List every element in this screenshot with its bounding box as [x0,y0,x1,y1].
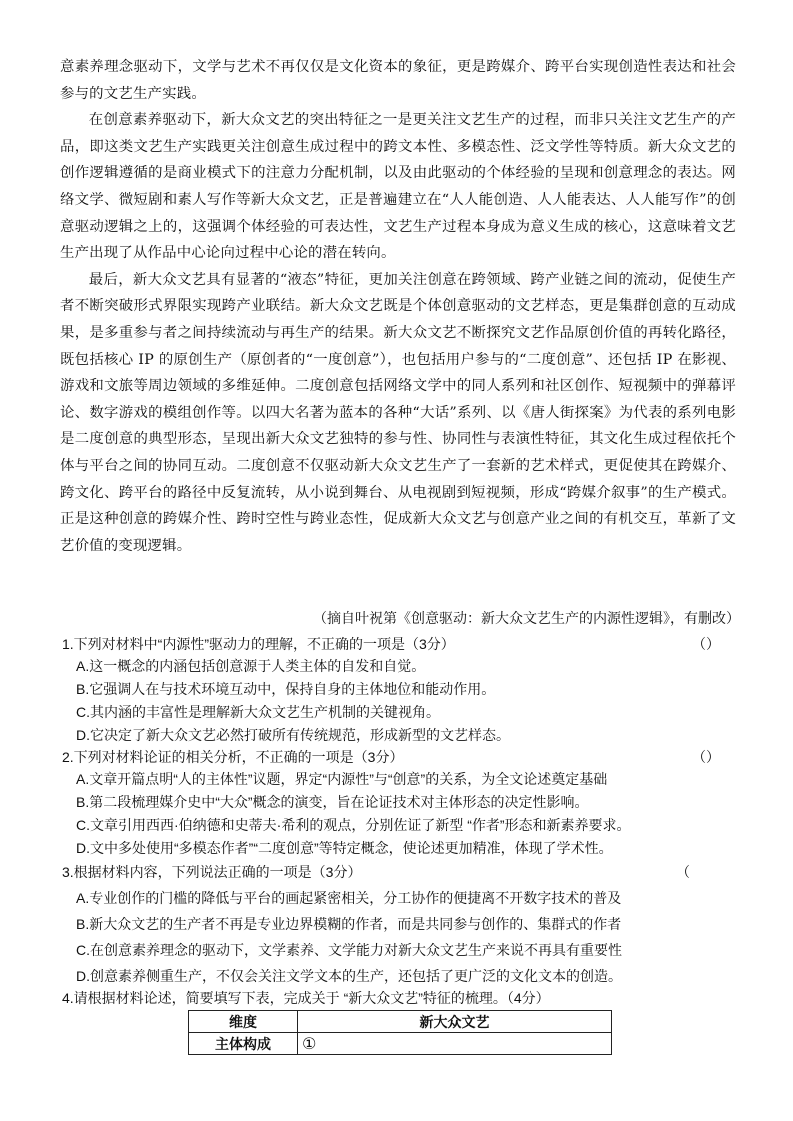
answer-cell[interactable]: ① [298,1033,612,1055]
passage-source: （摘自叶祝第《创意驱动：新大众文艺生产的内源性逻辑》，有删改） [313,610,740,626]
option-b: B.新大众文艺的生产者不再是专业边界模糊的作者，而是共同参与创作的、集群式的作者 [76,916,622,932]
answer-paren: （） [692,749,720,765]
table-row [189,1033,612,1055]
option-d: D.它决定了新大众文艺必然打破所有传统规范，形成新型的文艺样态。 [76,727,510,743]
option-d: D.创意素养侧重生产，不仅会关注文学文本的生产，还包括了更广泛的文化文本的创造。 [76,968,622,984]
question-3 [62,862,702,992]
question-stem-text: 1.下列对材料中“内源性”驱动力的理解，不正确的一项是（3分） [62,636,455,652]
option-b: B.第二段梳理媒介史中“大众”概念的演变，旨在论证技术对主体形态的决定性影响。 [76,794,589,810]
answer-paren: （） [692,636,720,652]
row-label: 主体构成 [189,1033,298,1055]
question-2 [62,747,720,861]
question-stem-text: 2.下列对材料论证的相关分析，不正确的一项是（3分） [62,749,404,765]
option-a: A.文章开篇点明“人的主体性”议题，界定“内源性”与“创意”的关系，为全文论述奠定基础 [76,771,608,787]
passage-paragraph-2: 在创意素养驱动下，新大众文艺的突出特征之一是更关注文艺生产的过程，而非只关注文艺生产的产品，即这类文艺生产实践更关注创意生成过程中的跨文本性、多模态性、泛文学性等特质。新大众文艺的创作逻辑遵循的是商业模式下的注意力分配机制，以及由此驱动的个体经验的呈现和创意理念的表达。网络文学、微短剧和素人写作等新大众文艺，正是普遍建立在“人人能创造、人人能表达、人人能写作”的创意驱动逻辑之上的，这强调个体经验的可表达性，文艺生产过程本身成为意义生成的核心，这意味着文艺生产出现了从作品中心论向过程中心论的潜在转向。 [60,112,736,262]
question-stem [62,747,720,769]
option-d: D.文中多处使用“多模态作者”“二度创意”等特定概念，使论述更加精准，体现了学术性。 [76,840,613,856]
reading-passage [60,54,736,559]
question-stem [62,634,720,656]
option-a: A.这一概念的内涵包括创意源于人类主体的自发和自觉。 [76,658,426,674]
answer-paren: （ [676,864,690,880]
question-4 [62,988,702,1010]
header-topic: 新大众文艺 [298,1011,612,1033]
question-1 [62,634,720,748]
option-a: A.专业创作的门槛的降低与平台的画起紧密相关，分工协作的便捷离不开数字技术的普及 [76,890,622,906]
option-c: C.文章引用西西·伯纳德和史蒂夫·希利的观点，分别佐证了新型 “作者”形态和新素养要求。 [76,817,631,833]
question-stem-text: 3.根据材料内容，下列说法正确的一项是（3分） [62,864,362,880]
option-c: C.其内涵的丰富性是理解新大众文艺生产机制的关键视角。 [76,704,440,720]
question-stem-text: 4.请根据材料论述，简要填写下表，完成关于 “新大众文艺”特征的梳理。（4分） [62,990,550,1006]
option-c: C.在创意素养理念的驱动下，文学素养、文学能力对新大众文艺生产来说不再具有重要性 [76,942,622,958]
question-stem [62,862,702,888]
option-b: B.它强调人在与技术环境互动中，保持自身的主体地位和能动作用。 [76,681,496,697]
question-stem [62,988,702,1010]
table-header-row [189,1011,612,1033]
summary-table [188,1010,612,1055]
passage-paragraph-1: 意素养理念驱动下，文学与艺术不再仅仅是文化资本的象征，更是跨媒介、跨平台实现创造性表达和社会参与的文艺生产实践。 [60,59,736,102]
header-dimension: 维度 [189,1011,298,1033]
passage-paragraph-3: 最后，新大众文艺具有显著的“液态”特征，更加关注创意在跨领域、跨产业链之间的流动，促使生产者不断突破形式界限实现跨产业联结。新大众文艺既是个体创意驱动的文艺样态，更是集群创意的互动成果，是多重参与者之间持续流动与再生产的结果。新大众文艺不断探究文艺作品原创价值的再转化路径，既包括核心 IP 的原创生产（原创者的“一度创意”），也包括用户参与的“二度创意”、还包括 IP 在影视、游戏和文旅等周边领域的多维延伸。二度创意包括网络文学中的同人系列和社区创作、短视频中的弹幕评论、数字游戏的模组创作等。以四大名著为蓝本的各种“大话”系列、以《唐人街探案》为代表的系列电影是二度创意的典型形态，呈现出新大众文艺独特的参与性、协同性与表演性特征，其文化生成过程依托个体与平台之间的协同互动。二度创意不仅驱动新大众文艺生产了一套新的艺术样式，更促使其在跨媒介、跨文化、跨平台的路径中反复流转，从小说到舞台、从电视剧到短视频，形成“跨媒介叙事”的生产模式。正是这种创意的跨媒介性、跨时空性与跨业态性，促成新大众文艺与创意产业之间的有机交互，革新了文艺价值的变现逻辑。 [60,271,736,554]
